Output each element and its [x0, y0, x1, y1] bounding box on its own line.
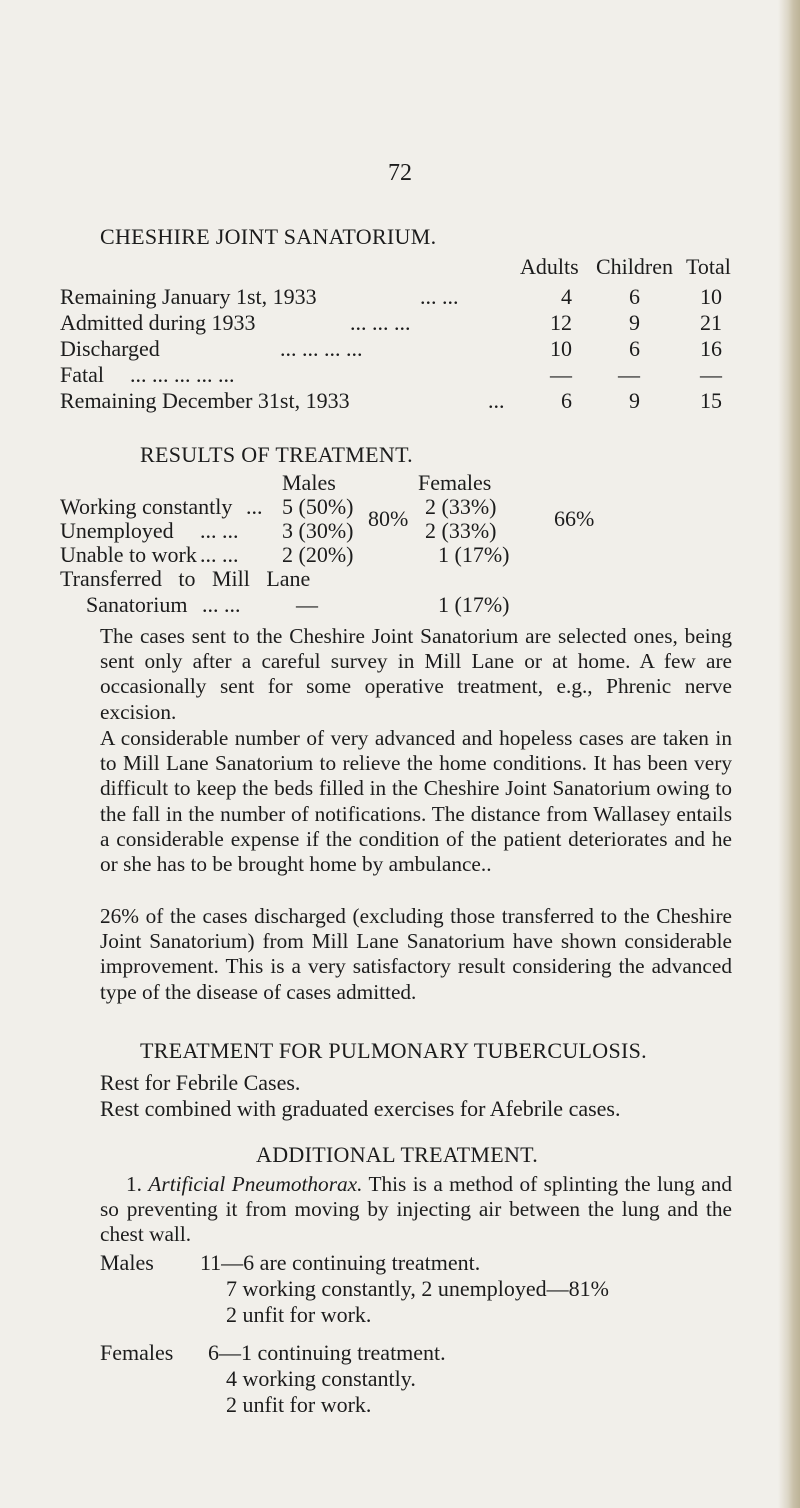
- paragraph-improvement: 26% of the cases discharged (excluding those transferred to the Cheshire Joint Sanatorium) from Mill Lane Sanatorium have shown considerable improvement. This is a very satisfactory result considering the advanced type of the disease of cases admitted.: [100, 904, 732, 1004]
- table-cell-total: 16: [700, 336, 722, 361]
- females-label: Females: [100, 1340, 174, 1365]
- females-line: 4 working constantly.: [226, 1366, 416, 1391]
- item-text: This is a method of splinting the lung and so preventing it from moving by injecting air between the lung and the chest wall.: [100, 1172, 732, 1247]
- table-cell-children: 9: [629, 388, 640, 413]
- table-cell-females: 2 (33%): [425, 494, 497, 519]
- additional-title: ADDITIONAL TREATMENT.: [256, 1142, 539, 1167]
- table-row-label: Unemployed: [60, 518, 174, 543]
- results-table-title: RESULTS OF TREATMENT.: [140, 442, 413, 467]
- males-line: 11—6 are continuing treatment.: [200, 1250, 481, 1275]
- page-number: 72: [388, 160, 412, 186]
- table-cell-children: 6: [629, 336, 640, 361]
- leader-dots: ... ... ... ... ...: [130, 362, 235, 387]
- leader-dots: ... ...: [202, 592, 241, 617]
- table-cell-females: 1 (17%): [438, 592, 510, 617]
- table-cell-total: 15: [700, 388, 722, 413]
- column-header-total: Total: [686, 254, 731, 279]
- item-title: Artificial Pneumothorax.: [148, 1172, 363, 1196]
- table-row-label: Sanatorium: [86, 592, 188, 617]
- table-row-label: Admitted during 1933: [60, 310, 256, 335]
- table-cell-children: 9: [629, 310, 640, 335]
- column-header-females: Females: [418, 470, 492, 495]
- table-row-label: Discharged: [60, 336, 160, 361]
- leader-dots: ... ... ...: [350, 310, 411, 335]
- table-cell-adults: —: [550, 362, 572, 387]
- table-cell-total: 10: [700, 284, 722, 309]
- table-cell-females: 2 (33%): [425, 518, 497, 543]
- leader-dots: ... ...: [200, 518, 239, 543]
- table-cell-adults: 4: [561, 284, 572, 309]
- males-line: 2 unfit for work.: [226, 1302, 372, 1327]
- paragraph-advanced-cases: A considerable number of very advanced and hopeless cases are taken in to Mill Lane Sanatorium to relieve the home conditions. It has been very difficult to keep the beds filled in the Cheshire Joint Sanatorium owing to the fall in the number of notifications. The distance from Wallasey entails a considerable expense if the condition of the patient deteriorates and he or she has to be brought home by ambulance..: [100, 726, 732, 877]
- males-label: Males: [100, 1250, 154, 1275]
- leader-dots: ...: [246, 494, 263, 519]
- males-line: 7 working constantly, 2 unemployed—81%: [226, 1276, 609, 1301]
- additional-item-paragraph: [100, 1172, 732, 1248]
- table-cell-total: —: [700, 362, 722, 387]
- table-cell-adults: 6: [561, 388, 572, 413]
- males-bracket-percent: 80%: [368, 506, 409, 531]
- table-row-label: Fatal: [60, 362, 104, 387]
- column-header-children: Children: [596, 254, 673, 279]
- sanatorium-table-title: CHESHIRE JOINT SANATORIUM.: [100, 224, 437, 249]
- leader-dots: ...: [488, 388, 505, 413]
- paragraph-cases-sent: The cases sent to the Cheshire Joint Sanatorium are selected ones, being sent only after a careful survey in Mill Lane or at home. A few are occasionally sent for some operative treatment, e.g., Phrenic nerve excision.: [100, 624, 732, 724]
- table-cell-males: —: [296, 592, 318, 617]
- column-header-adults: Adults: [520, 254, 579, 279]
- column-header-males: Males: [282, 470, 336, 495]
- females-line: 2 unfit for work.: [226, 1392, 372, 1417]
- item-number: 1.: [126, 1172, 142, 1196]
- table-row-label: Remaining December 31st, 1933: [60, 388, 350, 413]
- table-cell-adults: 12: [550, 310, 572, 335]
- table-cell-males: 2 (20%): [282, 542, 354, 567]
- females-line: 6—1 continuing treatment.: [208, 1340, 446, 1365]
- table-row-label: Transferred to Mill Lane: [60, 566, 311, 591]
- leader-dots: ... ...: [200, 542, 239, 567]
- leader-dots: ... ...: [420, 284, 459, 309]
- table-cell-males: 3 (30%): [282, 518, 354, 543]
- table-cell-children: 6: [629, 284, 640, 309]
- treatment-title: TREATMENT FOR PULMONARY TUBERCULOSIS.: [140, 1038, 647, 1063]
- table-row-label: Unable to work: [60, 542, 197, 567]
- table-cell-males: 5 (50%): [282, 494, 354, 519]
- page-edge-shadow: [778, 0, 800, 1508]
- table-cell-adults: 10: [550, 336, 572, 361]
- table-cell-females: 1 (17%): [438, 542, 510, 567]
- table-row-label: Remaining January 1st, 1933: [60, 284, 317, 309]
- treatment-line: Rest for Febrile Cases.: [100, 1070, 301, 1095]
- leader-dots: ... ... ... ...: [280, 336, 363, 361]
- table-cell-total: 21: [700, 310, 722, 335]
- table-cell-children: —: [618, 362, 640, 387]
- treatment-line: Rest combined with graduated exercises for Afebrile cases.: [100, 1096, 621, 1121]
- females-bracket-percent: 66%: [554, 506, 595, 531]
- table-row-label: Working constantly: [60, 494, 233, 519]
